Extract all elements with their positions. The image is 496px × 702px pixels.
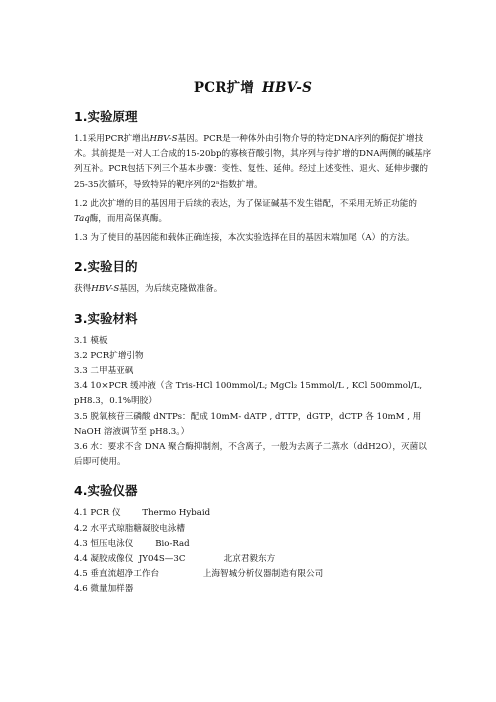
list-item: 4.4 凝胶成像仪 JY04S—3C 北京君毅东方 <box>74 554 276 565</box>
paragraph-1-2: 1.2 此次扩增的目的基因用于后续的表达，为了保证碱基不发生错配，不采用无矫正功能的Taq酶，而用高保真酶。 <box>74 198 417 225</box>
list-item: 3.5 脱氧核苷三磷酸 dNTPs：配成 10mM- dATP , dTTP，dGTP，dCTP 各 10mM , 用 NaOH 溶液调节至 pH8.3。） <box>74 411 422 437</box>
list-item: 3.4 10×PCR 缓冲液（含 Tris-HCl 100mmol/L; MgCl₂ 15mmol/L , KCl 500mmol/L, pH8.3，0.1%明胶） <box>74 381 423 407</box>
list-item: 3.2 PCR扩增引物 <box>74 350 144 361</box>
section-heading-materials: 3.实验材料 <box>74 310 138 326</box>
paragraph-2: 获得HBV-S基因，为后续克隆做准备。 <box>74 284 223 295</box>
document-title <box>74 76 432 96</box>
list-item: 4.1 PCR 仪 Thermo Hybaid <box>74 508 211 519</box>
section-heading-principle: 1.实验原理 <box>74 109 138 124</box>
title-gene: HBV-S <box>262 80 313 96</box>
list-item: 3.1 模板 <box>74 335 108 346</box>
list-item: 4.3 恒压电泳仪 Bio-Rad <box>74 538 190 549</box>
section-heading-instruments: 4.实验仪器 <box>74 483 138 499</box>
list-item: 4.5 垂直流超净工作台 上海智城分析仪器制造有限公司 <box>74 569 324 580</box>
list-item: 3.3 二甲基亚砜 <box>74 366 134 377</box>
title-text: PCR扩增 <box>193 80 255 96</box>
section-heading-purpose: 2.实验目的 <box>74 259 138 275</box>
paragraph-1-3: 1.3 为了使目的基因能和载体正确连接，本次实验选择在目的基因末端加尾（A）的方法。 <box>74 233 415 244</box>
list-item: 4.6 微量加样器 <box>74 584 134 595</box>
list-item: 4.2 水平式琼脂糖凝胶电泳槽 <box>74 523 185 534</box>
list-item: 3.6 水：要求不含 DNA 聚合酶抑制剂，不含离子，一般为去离子二蒸水（ddH2O），灭菌以后即可使用。 <box>74 442 427 468</box>
paragraph-1-1: 1.1采用PCR扩增出HBV-S基因。PCR是一种体外由引物介导的特定DNA序列的酶促扩增技术。其前提是一对人工合成的15-20bp的寡核苷酸引物，其序列与待扩增的DNA两侧的碱基序列互补。PCR包括下列三个基本步骤：变性、复性、延伸。经过上述变性、退火、延伸步骤的25-35次循环，导致特异的靶序列的2ⁿ指数扩增。 <box>74 134 432 190</box>
